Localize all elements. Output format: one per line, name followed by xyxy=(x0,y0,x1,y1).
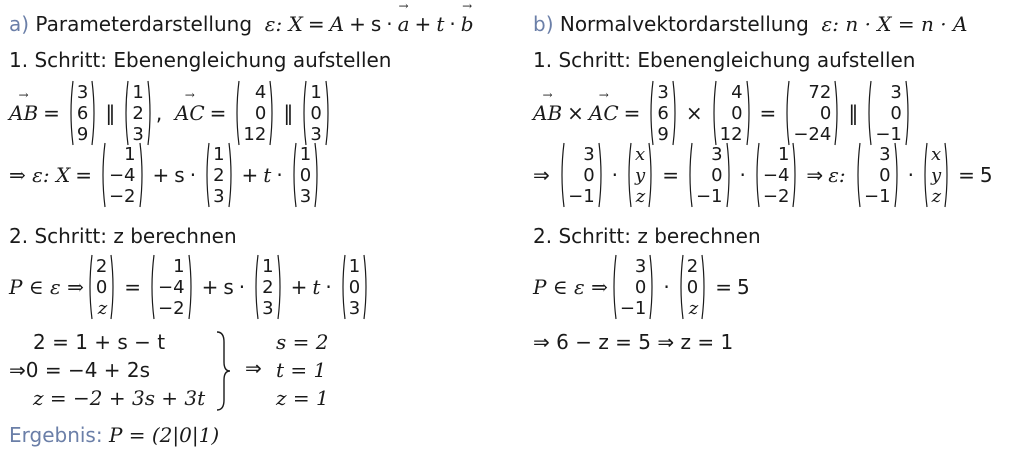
paren-right xyxy=(648,142,654,208)
vector-component-3: −1 xyxy=(695,185,723,207)
vector-component-1: 1 xyxy=(262,255,274,277)
vector-component-1: 3 xyxy=(76,81,89,103)
paren-right xyxy=(834,80,840,146)
left-step2-title xyxy=(9,224,237,248)
vector-component-3: −2 xyxy=(108,185,136,207)
right-final: ⇒ 6 − z = 5 ⇒ z = 1 xyxy=(533,330,734,354)
normal-form-equation: ε: n · X = n · A xyxy=(821,12,968,36)
vector-component-1: 1 xyxy=(132,81,144,103)
P-vector xyxy=(87,254,116,320)
paren-right xyxy=(147,80,153,146)
support-vector xyxy=(149,254,194,320)
vector-components xyxy=(129,82,146,145)
param-s: s xyxy=(223,275,234,299)
vector-components xyxy=(307,82,324,145)
P-rhs: 5 xyxy=(736,275,750,299)
right-plane-equation: ⇒ 3 0 −1 · x y z = 3 0 −1 · 1 −4 −2 ⇒ ε: 3 0 −1 · x y z = 5 xyxy=(533,143,993,207)
normal-vector xyxy=(687,142,732,208)
vector-component-2: y xyxy=(635,164,646,186)
vector-component-1: x xyxy=(930,143,942,165)
vector-component-3: z xyxy=(97,297,108,319)
support-vector xyxy=(100,142,145,208)
vector-component-2: 0 xyxy=(310,102,322,124)
vector-component-3: −1 xyxy=(619,297,647,319)
vector-component-2: 0 xyxy=(634,276,647,298)
direction-vector-1 xyxy=(253,254,282,320)
vector-component-2: −4 xyxy=(762,164,790,186)
vector-components xyxy=(693,144,726,207)
vector-components xyxy=(760,144,793,207)
normal-vector xyxy=(866,80,911,146)
paren-right xyxy=(277,254,283,320)
left-P-equation: P ∈ ε ⇒ 2 0 z = 1 −4 −2 + s · 1 2 3 + t · 1 0 3 xyxy=(9,254,372,320)
paren-right xyxy=(746,80,752,146)
vector-component-1: 1 xyxy=(124,143,136,165)
paren-right xyxy=(110,254,116,320)
vector-component-1: x xyxy=(635,143,646,165)
var-X: X xyxy=(55,163,71,187)
direction-vector-2 xyxy=(291,142,320,208)
vector-components xyxy=(684,256,701,319)
vector-component-2: 6 xyxy=(657,102,669,124)
vector-component-1: 1 xyxy=(348,255,361,277)
vector-component-2: 0 xyxy=(711,164,723,186)
result-t: t = 1 xyxy=(276,358,327,382)
vector-component-2: 2 xyxy=(262,276,274,298)
AB-vector xyxy=(648,80,677,146)
right-step1-title: 1. Schritt: Ebenengleichung aufstellen xyxy=(533,48,916,72)
result-s: s = 2 xyxy=(276,330,329,354)
result-label: Ergebnis: xyxy=(9,423,103,447)
vector-component-3: 3 xyxy=(132,123,144,145)
P-prefix: P ∈ ε ⇒ xyxy=(533,275,608,299)
param-s: s xyxy=(174,163,185,187)
paren-right xyxy=(228,142,234,208)
vector-components xyxy=(632,144,648,207)
vector-component-1: 3 xyxy=(657,81,669,103)
left-result xyxy=(9,423,219,447)
part-a-title: Parameterdarstellung xyxy=(35,12,253,36)
vector-components xyxy=(93,256,110,319)
plane-prefix: ⇒ ε: xyxy=(9,163,50,187)
P-prefix: P ∈ ε ⇒ xyxy=(9,275,84,299)
right-step2-title: 2. Schritt: z berechnen xyxy=(533,224,761,248)
vector-component-1: 3 xyxy=(879,143,891,165)
vector-components xyxy=(210,144,227,207)
paren-right xyxy=(188,254,194,320)
AC-vector xyxy=(234,80,275,146)
vector-component-2: 2 xyxy=(213,164,225,186)
result-z: z = 1 xyxy=(276,386,329,410)
vector-components xyxy=(74,82,91,145)
vector-a: a → xyxy=(398,12,410,36)
param-s: s xyxy=(370,12,382,36)
AC-name: AC → xyxy=(175,101,205,125)
left-plane-equation: ⇒ ε: X = 1 −4 −2 + s · 1 2 3 + t · 1 0 3 xyxy=(9,142,323,208)
vector-components xyxy=(565,144,598,207)
vector-component-1: 3 xyxy=(583,143,595,165)
vector-components xyxy=(297,144,314,207)
AC-vector xyxy=(711,80,752,146)
vector-component-3: 3 xyxy=(310,123,322,145)
vector-component-1: 1 xyxy=(213,143,225,165)
vector-components xyxy=(346,256,363,319)
X-vector xyxy=(922,142,950,208)
paren-right xyxy=(139,142,145,208)
system-eq-3: z = −2 + 3s + 3t xyxy=(33,386,206,410)
AC-parallel-vector xyxy=(301,80,330,146)
vector-component-3: −2 xyxy=(762,185,790,207)
vector-component-3: −1 xyxy=(568,185,595,207)
part-b-label: b) xyxy=(533,12,554,36)
param-t: t xyxy=(263,163,272,187)
vector-component-3: −2 xyxy=(158,297,185,319)
paren-right xyxy=(649,254,655,320)
normal-vector xyxy=(611,254,656,320)
paren-right xyxy=(726,142,732,208)
vector-components xyxy=(928,144,944,207)
param-t: t xyxy=(436,12,445,36)
left-step1-title: 1. Schritt: Ebenengleichung aufstellen xyxy=(9,48,392,72)
part-b-title: Normalvektordarstellung xyxy=(559,12,809,36)
part-a-label: a) xyxy=(9,12,30,36)
system-eq-1: 2 = 1 + s − t xyxy=(33,330,166,354)
linear-system xyxy=(9,328,205,412)
right-P-equation: P ∈ ε ⇒ 3 0 −1 · 2 0 z = 5 xyxy=(533,255,750,319)
vector-component-2: 0 xyxy=(95,276,108,298)
cross-product-line: AB → × AC → = 3 6 9 × 4 0 12 = 72 0 −24 ‖ 3 0 −1 xyxy=(533,80,914,146)
A-vector xyxy=(754,142,799,208)
vector-component-2: 0 xyxy=(299,164,312,186)
paren-right xyxy=(269,80,275,146)
normal-vector xyxy=(559,142,604,208)
vector-component-1: 2 xyxy=(95,255,108,277)
vector-component-3: 3 xyxy=(213,185,225,207)
vector-b: b → xyxy=(461,12,474,36)
vector-component-1: 2 xyxy=(686,255,699,277)
vector-component-1: 4 xyxy=(731,81,743,103)
vector-component-1: 3 xyxy=(634,255,647,277)
system-results xyxy=(276,328,329,412)
vector-components xyxy=(872,82,905,145)
paren-right xyxy=(701,254,707,320)
result-value: P = (2|0|1) xyxy=(108,423,220,447)
paren-right xyxy=(905,80,911,146)
vector-components xyxy=(259,256,276,319)
paren-right xyxy=(91,80,97,146)
vector-component-3: 12 xyxy=(243,123,267,145)
AB-vector xyxy=(68,80,97,146)
AB-name: AB → xyxy=(9,101,38,125)
vector-component-1: 72 xyxy=(808,81,832,103)
vector-component-3: z xyxy=(635,185,646,207)
vector-components xyxy=(654,82,671,145)
vector-component-2: 0 xyxy=(819,102,832,124)
paren-right xyxy=(363,254,369,320)
param-t: t xyxy=(312,275,321,299)
paren-right xyxy=(944,142,950,208)
vector-component-3: 3 xyxy=(348,297,361,319)
cross-result-vector xyxy=(784,80,840,146)
vector-components xyxy=(861,144,894,207)
left-step1-vectors: AB → = 3 6 9 ‖ 1 2 3 , AC → = 4 0 12 ‖ 1 0 3 xyxy=(9,80,334,146)
vector-components xyxy=(790,82,834,145)
vector-component-3: −24 xyxy=(793,123,832,145)
vector-component-3: z xyxy=(931,185,942,207)
direction-vector-1 xyxy=(204,142,233,208)
paren-right xyxy=(325,80,331,146)
X-vector xyxy=(626,142,654,208)
left-heading: a) Parameterdarstellung ε: X = A + s · a → + t · b → xyxy=(9,12,474,36)
vector-component-2: 2 xyxy=(132,102,144,124)
left-step2-text: 2. Schritt: z berechnen xyxy=(9,224,237,248)
paren-right xyxy=(792,142,798,208)
direction-vector-2 xyxy=(340,254,369,320)
vector-component-2: 0 xyxy=(348,276,361,298)
vector-component-3: 9 xyxy=(76,123,89,145)
normal-vector xyxy=(855,142,900,208)
paren-right xyxy=(894,142,900,208)
vector-component-1: 4 xyxy=(254,81,267,103)
vector-component-2: y xyxy=(930,164,942,186)
vector-component-2: 0 xyxy=(890,102,902,124)
paren-right xyxy=(598,142,604,208)
plane-rhs: 5 xyxy=(979,163,993,187)
vector-component-3: 12 xyxy=(719,123,743,145)
paren-right xyxy=(672,80,678,146)
vector-components xyxy=(155,256,188,319)
vector-component-3: 3 xyxy=(262,297,274,319)
var-X: X xyxy=(288,12,303,36)
paren-right xyxy=(314,142,320,208)
vector-component-1: 1 xyxy=(299,143,312,165)
vector-component-1: 1 xyxy=(310,81,322,103)
vector-component-2: 0 xyxy=(879,164,891,186)
vector-components xyxy=(717,82,746,145)
system-arrow: ⇒ xyxy=(245,356,262,380)
vector-component-1: 3 xyxy=(890,81,902,103)
vector-component-2: −4 xyxy=(158,276,185,298)
plane-symbol: ε: xyxy=(264,12,283,36)
vector-component-1: 1 xyxy=(777,143,790,165)
vector-components xyxy=(240,82,269,145)
system-eq-2: ⇒0 = −4 + 2s xyxy=(9,358,151,382)
vector-component-2: 0 xyxy=(686,276,699,298)
right-heading xyxy=(533,12,967,36)
vector-components xyxy=(617,256,650,319)
vector-components xyxy=(106,144,139,207)
vector-component-1: 1 xyxy=(173,255,185,277)
vector-component-2: −4 xyxy=(108,164,136,186)
vector-component-3: −1 xyxy=(864,185,891,207)
P-vector xyxy=(678,254,707,320)
vector-component-1: 3 xyxy=(711,143,723,165)
vector-component-3: 3 xyxy=(299,185,312,207)
vector-component-2: 0 xyxy=(731,102,743,124)
vector-component-2: 6 xyxy=(76,102,89,124)
vector-component-2: 0 xyxy=(583,164,595,186)
system-brace xyxy=(215,330,231,412)
vector-component-3: z xyxy=(688,297,699,319)
AB-parallel-vector xyxy=(123,80,152,146)
vector-component-3: −1 xyxy=(875,123,902,145)
var-A: A xyxy=(329,12,345,36)
vector-component-2: 0 xyxy=(254,102,267,124)
vector-component-3: 9 xyxy=(657,123,669,145)
